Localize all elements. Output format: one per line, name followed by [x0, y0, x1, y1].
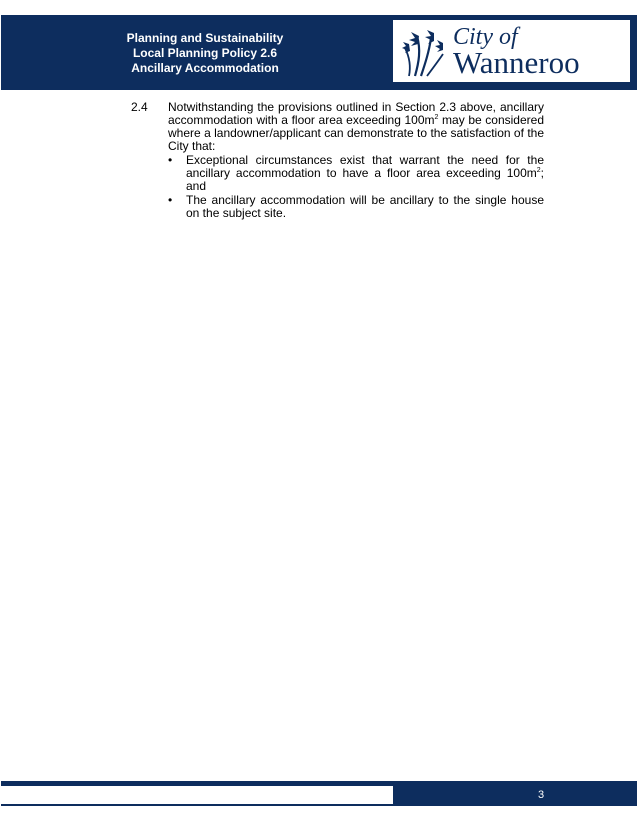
title-line-subject: Ancillary Accommodation: [131, 61, 279, 75]
header-band: [1, 15, 637, 87]
condition-list: [168, 154, 544, 220]
footer-band: [1, 781, 637, 806]
logo-text-wanneroo: Wanneroo: [453, 45, 580, 80]
kangaroo-paw-icon: [401, 26, 447, 78]
list-item: [168, 194, 544, 220]
list-item-tail: ; and: [186, 166, 544, 193]
clause-text: [168, 101, 544, 153]
document-title: [89, 31, 321, 76]
bullet-icon: •: [168, 153, 173, 167]
bullet-icon: •: [168, 193, 173, 207]
title-line-policy: Local Planning Policy 2.6: [132, 46, 278, 60]
policy-content: [131, 101, 544, 221]
logo-text-city-of: City of: [453, 24, 518, 50]
clause-2-4: [131, 101, 544, 220]
list-item-text: Exceptional circumstances exist that warrant the need for the ancillary accommodation to have a floor area exceeding 100m: [186, 153, 544, 180]
superscript-squared: 2: [536, 167, 541, 174]
list-item: [168, 154, 544, 193]
clause-text-main: Notwithstanding the provisions outlined in Section 2.3 above, ancillary accommodation with a floor area exceeding 100m: [168, 100, 544, 127]
list-item-text: The ancillary accommodation will be ancillary to the single house on the subject site.: [186, 193, 544, 220]
superscript-squared: 2: [434, 114, 439, 121]
city-logo: [393, 20, 630, 82]
clause-text-tail: may be considered where a landowner/applicant can demonstrate to the satisfaction of the City that:: [168, 113, 544, 153]
title-line-department: Planning and Sustainability: [126, 31, 284, 45]
footer-white-panel: [1, 786, 393, 804]
page-number: 3: [537, 789, 545, 801]
clause-number: 2.4: [131, 100, 148, 114]
